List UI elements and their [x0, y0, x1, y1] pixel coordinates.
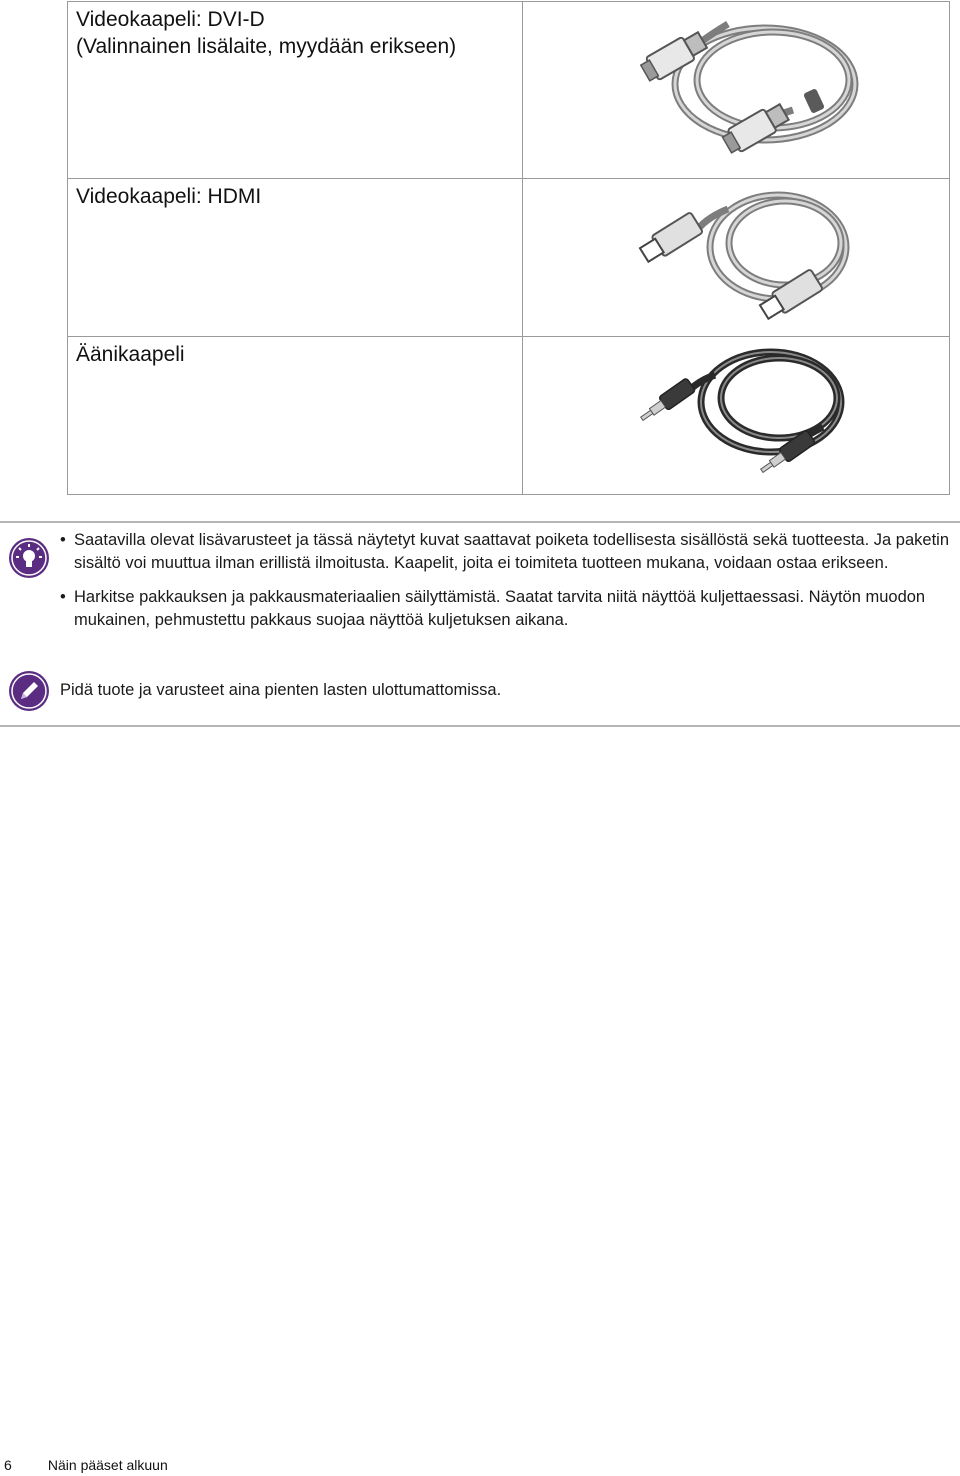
- accessory-row-dvi: [68, 2, 950, 179]
- page-footer: [4, 1456, 168, 1474]
- accessory-table: [67, 1, 950, 495]
- audio-cable-illustration: [523, 337, 960, 490]
- accessory-label-cell: [68, 179, 523, 337]
- hdmi-cable-illustration: [523, 179, 960, 332]
- accessory-image-cell: [523, 2, 950, 179]
- accessory-image-cell: [523, 337, 950, 495]
- note-text: Pidä tuote ja varusteet aina pienten lasten ulottumattomissa.: [60, 681, 502, 699]
- accessory-row-hdmi: [68, 179, 950, 337]
- tip-text: Harkitse pakkauksen ja pakkausmateriaalien säilyttämistä. Saatat tarvita niitä näyttöä kuljettaessasi. Näytön muodon mukainen, pehmustettu pakkaus suojaa näyttöä kuljetuksen aikana.: [74, 588, 926, 629]
- section-title: Näin pääset alkuun: [47, 1457, 168, 1473]
- tips-list: [58, 529, 953, 643]
- accessory-label-cell: [68, 337, 523, 495]
- tip-text: Saatavilla olevat lisävarusteet ja tässä näytetyt kuvat saattavat poiketa todellisesta sisällöstä sekä tuotteesta. Ja paketin sisältö voi muuttua ilman erillistä ilmoitusta. Kaapelit, joita ei toimiteta tuotteen mukana, voidaan ostaa erikseen.: [74, 531, 949, 572]
- accessory-label: Äänikaapeli: [76, 343, 185, 366]
- accessory-label: Videokaapeli: DVI-D: [76, 8, 265, 31]
- accessory-label-cell: [68, 2, 523, 179]
- accessory-label: Videokaapeli: HDMI: [76, 185, 262, 208]
- page-number: 6: [4, 1457, 12, 1473]
- accessory-image-cell: [523, 179, 950, 337]
- accessory-row-audio: [68, 337, 950, 495]
- notes-box: [0, 521, 960, 727]
- lightbulb-icon: [8, 537, 50, 579]
- dvi-d-cable-illustration: [523, 2, 960, 174]
- list-item: • Saatavilla olevat lisävarusteet ja tässä näytetyt kuvat saattavat poiketa todellisesta sisällöstä sekä tuotteesta. Ja paketin sisältö voi muuttua ilman erillistä ilmoitusta. Kaapelit, joita ei toimiteta tuotteen mukana, voidaan ostaa erikseen.: [60, 531, 949, 572]
- accessory-label-note: (Valinnainen lisälaite, myydään erikseen): [76, 35, 457, 58]
- list-item: • Harkitse pakkauksen ja pakkausmateriaalien säilyttämistä. Saatat tarvita niitä näyttöä kuljettaessasi. Näytön muodon mukainen, pehmustettu pakkaus suojaa näyttöä kuljetuksen aikana.: [60, 588, 926, 629]
- pencil-icon: [8, 670, 50, 712]
